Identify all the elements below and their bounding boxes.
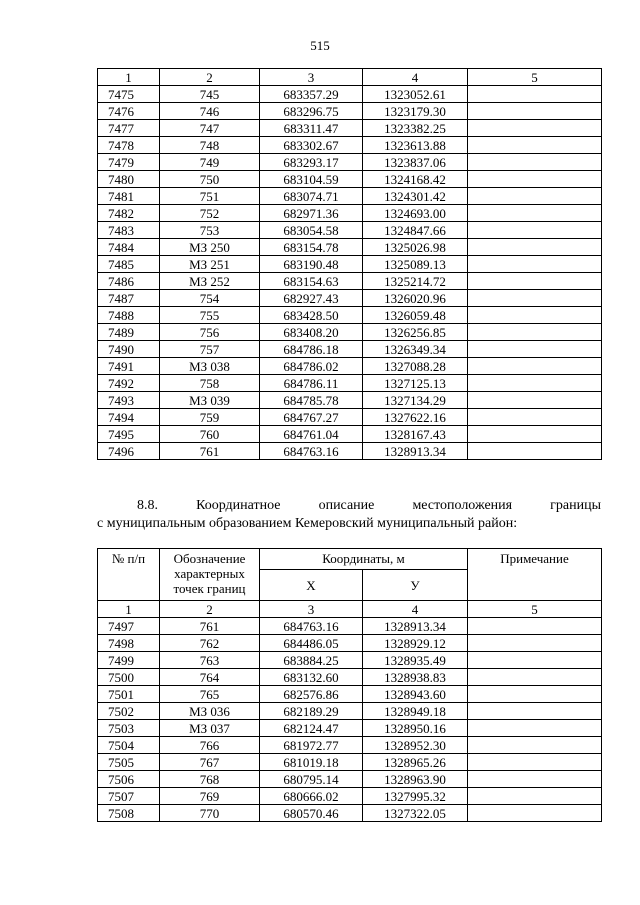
- point-designation-cell: 761: [160, 443, 260, 460]
- point-designation-cell: 766: [160, 737, 260, 754]
- page-number: 515: [310, 38, 330, 53]
- table-row: [98, 771, 602, 788]
- coord-x-cell: 683408.20: [260, 324, 363, 341]
- header-designation: Обозначение характерных точек границ: [160, 549, 260, 601]
- table-row: [98, 669, 602, 686]
- point-designation-cell: 746: [160, 103, 260, 120]
- header-x: X: [260, 570, 363, 601]
- row-number-cell: 7490: [98, 341, 160, 358]
- coord-x-cell: 682576.86: [260, 686, 363, 703]
- col-number: 4: [363, 69, 468, 86]
- point-designation-cell: 750: [160, 171, 260, 188]
- note-cell: [468, 375, 602, 392]
- table-row: [98, 358, 602, 375]
- coord-x-cell: 682927.43: [260, 290, 363, 307]
- coord-x-cell: 682124.47: [260, 720, 363, 737]
- coord-y-cell: 1327088.28: [363, 358, 468, 375]
- coord-y-cell: 1328952.30: [363, 737, 468, 754]
- point-designation-cell: 752: [160, 205, 260, 222]
- col-number: 2: [160, 69, 260, 86]
- coord-x-cell: 680570.46: [260, 805, 363, 822]
- note-cell: [468, 324, 602, 341]
- note-cell: [468, 188, 602, 205]
- note-cell: [468, 652, 602, 669]
- coord-x-cell: 684763.16: [260, 618, 363, 635]
- table-row: [98, 222, 602, 239]
- table-row: [98, 409, 602, 426]
- section-heading-line-1: 8.8. Координатное описание местоположения границы: [137, 498, 601, 513]
- point-designation-cell: МЗ 038: [160, 358, 260, 375]
- note-cell: [468, 805, 602, 822]
- point-designation-cell: 763: [160, 652, 260, 669]
- coord-y-cell: 1325089.13: [363, 256, 468, 273]
- point-designation-cell: 762: [160, 635, 260, 652]
- point-designation-cell: 748: [160, 137, 260, 154]
- point-designation-cell: 770: [160, 805, 260, 822]
- note-cell: [468, 426, 602, 443]
- point-designation-cell: 761: [160, 618, 260, 635]
- col-number: 2: [160, 601, 260, 618]
- note-cell: [468, 358, 602, 375]
- coord-y-cell: 1327622.16: [363, 409, 468, 426]
- row-number-cell: 7484: [98, 239, 160, 256]
- row-number-cell: 7496: [98, 443, 160, 460]
- note-cell: [468, 788, 602, 805]
- coord-y-cell: 1327134.29: [363, 392, 468, 409]
- note-cell: [468, 273, 602, 290]
- coord-y-cell: 1328913.34: [363, 618, 468, 635]
- coord-x-cell: 683884.25: [260, 652, 363, 669]
- coord-y-cell: 1328943.60: [363, 686, 468, 703]
- table-row: [98, 443, 602, 460]
- col-number: 4: [363, 601, 468, 618]
- table-row: [98, 171, 602, 188]
- header-note: Примечание: [468, 549, 602, 601]
- row-number-cell: 7505: [98, 754, 160, 771]
- table-row: [98, 392, 602, 409]
- coord-x-cell: 684786.11: [260, 375, 363, 392]
- point-designation-cell: 765: [160, 686, 260, 703]
- point-designation-cell: МЗ 251: [160, 256, 260, 273]
- point-designation-cell: 769: [160, 788, 260, 805]
- row-number-cell: 7502: [98, 703, 160, 720]
- point-designation-cell: МЗ 036: [160, 703, 260, 720]
- coord-y-cell: 1324693.00: [363, 205, 468, 222]
- coord-x-cell: 683190.48: [260, 256, 363, 273]
- row-number-cell: 7476: [98, 103, 160, 120]
- row-number-cell: 7500: [98, 669, 160, 686]
- table-row: [98, 754, 602, 771]
- note-cell: [468, 754, 602, 771]
- table-row: [98, 205, 602, 222]
- coord-x-cell: 681019.18: [260, 754, 363, 771]
- point-designation-cell: МЗ 250: [160, 239, 260, 256]
- row-number-cell: 7501: [98, 686, 160, 703]
- note-cell: [468, 239, 602, 256]
- row-number-cell: 7498: [98, 635, 160, 652]
- point-designation-cell: 767: [160, 754, 260, 771]
- coord-y-cell: 1327322.05: [363, 805, 468, 822]
- row-number-cell: 7494: [98, 409, 160, 426]
- row-number-cell: 7475: [98, 86, 160, 103]
- point-designation-cell: 756: [160, 324, 260, 341]
- table-row: [98, 341, 602, 358]
- coord-x-cell: 680795.14: [260, 771, 363, 788]
- note-cell: [468, 737, 602, 754]
- coord-x-cell: 684767.27: [260, 409, 363, 426]
- col-number: 3: [260, 601, 363, 618]
- column-number-row: [98, 69, 602, 86]
- coord-y-cell: 1328963.90: [363, 771, 468, 788]
- coord-x-cell: 683054.58: [260, 222, 363, 239]
- table-row: [98, 375, 602, 392]
- table-row: [98, 426, 602, 443]
- coord-y-cell: 1323382.25: [363, 120, 468, 137]
- coord-y-cell: 1328949.18: [363, 703, 468, 720]
- row-number-cell: 7504: [98, 737, 160, 754]
- coord-y-cell: 1326256.85: [363, 324, 468, 341]
- table-row: [98, 256, 602, 273]
- row-number-cell: 7503: [98, 720, 160, 737]
- coord-y-cell: 1325026.98: [363, 239, 468, 256]
- row-number-cell: 7493: [98, 392, 160, 409]
- point-designation-cell: 745: [160, 86, 260, 103]
- coord-x-cell: 684785.78: [260, 392, 363, 409]
- note-cell: [468, 703, 602, 720]
- table-row: [98, 703, 602, 720]
- col-number: 1: [98, 69, 160, 86]
- coord-y-cell: 1327995.32: [363, 788, 468, 805]
- coord-x-cell: 684786.02: [260, 358, 363, 375]
- row-number-cell: 7488: [98, 307, 160, 324]
- row-number-cell: 7497: [98, 618, 160, 635]
- note-cell: [468, 409, 602, 426]
- coord-x-cell: 684763.16: [260, 443, 363, 460]
- table-row: [98, 635, 602, 652]
- note-cell: [468, 618, 602, 635]
- coord-y-cell: 1328938.83: [363, 669, 468, 686]
- table-row: [98, 618, 602, 635]
- coord-y-cell: 1324847.66: [363, 222, 468, 239]
- coord-y-cell: 1326059.48: [363, 307, 468, 324]
- row-number-cell: 7479: [98, 154, 160, 171]
- row-number-cell: 7478: [98, 137, 160, 154]
- table-row: [98, 788, 602, 805]
- point-designation-cell: 755: [160, 307, 260, 324]
- row-number-cell: 7485: [98, 256, 160, 273]
- note-cell: [468, 86, 602, 103]
- table-row: [98, 103, 602, 120]
- row-number-cell: 7482: [98, 205, 160, 222]
- table-row: [98, 737, 602, 754]
- note-cell: [468, 686, 602, 703]
- note-cell: [468, 443, 602, 460]
- coord-x-cell: 683132.60: [260, 669, 363, 686]
- header-num: № п/п: [98, 549, 160, 601]
- coord-y-cell: 1324301.42: [363, 188, 468, 205]
- table-row: [98, 805, 602, 822]
- coord-y-cell: 1323052.61: [363, 86, 468, 103]
- coord-x-cell: 683154.63: [260, 273, 363, 290]
- coord-y-cell: 1323837.06: [363, 154, 468, 171]
- point-designation-cell: 759: [160, 409, 260, 426]
- table-row: [98, 239, 602, 256]
- table-row: [98, 273, 602, 290]
- point-designation-cell: МЗ 039: [160, 392, 260, 409]
- coord-x-cell: 682971.36: [260, 205, 363, 222]
- row-number-cell: 7492: [98, 375, 160, 392]
- row-number-cell: 7489: [98, 324, 160, 341]
- point-designation-cell: 764: [160, 669, 260, 686]
- note-cell: [468, 720, 602, 737]
- coord-x-cell: 682189.29: [260, 703, 363, 720]
- table-row: [98, 188, 602, 205]
- row-number-cell: 7495: [98, 426, 160, 443]
- point-designation-cell: МЗ 037: [160, 720, 260, 737]
- coord-y-cell: 1328950.16: [363, 720, 468, 737]
- coord-x-cell: 683428.50: [260, 307, 363, 324]
- coord-x-cell: 683074.71: [260, 188, 363, 205]
- header-row-1: [98, 549, 602, 570]
- table-row: [98, 154, 602, 171]
- note-cell: [468, 171, 602, 188]
- table-row: [98, 86, 602, 103]
- row-number-cell: 7477: [98, 120, 160, 137]
- table-row: [98, 290, 602, 307]
- point-designation-cell: 768: [160, 771, 260, 788]
- note-cell: [468, 341, 602, 358]
- coord-x-cell: 680666.02: [260, 788, 363, 805]
- table-row: [98, 686, 602, 703]
- note-cell: [468, 392, 602, 409]
- note-cell: [468, 307, 602, 324]
- point-designation-cell: 747: [160, 120, 260, 137]
- coord-y-cell: 1325214.72: [363, 273, 468, 290]
- point-designation-cell: МЗ 252: [160, 273, 260, 290]
- point-designation-cell: 760: [160, 426, 260, 443]
- row-number-cell: 7486: [98, 273, 160, 290]
- note-cell: [468, 669, 602, 686]
- col-number: 1: [98, 601, 160, 618]
- coord-y-cell: 1328167.43: [363, 426, 468, 443]
- coordinates-table-2: [97, 548, 602, 822]
- note-cell: [468, 120, 602, 137]
- note-cell: [468, 103, 602, 120]
- coord-x-cell: 683302.67: [260, 137, 363, 154]
- coord-x-cell: 683296.75: [260, 103, 363, 120]
- point-designation-cell: 758: [160, 375, 260, 392]
- point-designation-cell: 757: [160, 341, 260, 358]
- coord-y-cell: 1324168.42: [363, 171, 468, 188]
- coordinates-table-1: [97, 68, 602, 460]
- col-number: 5: [468, 601, 602, 618]
- note-cell: [468, 771, 602, 788]
- column-number-row: [98, 601, 602, 618]
- coord-y-cell: 1326349.34: [363, 341, 468, 358]
- coord-x-cell: 681972.77: [260, 737, 363, 754]
- coord-y-cell: 1323179.30: [363, 103, 468, 120]
- table-row: [98, 720, 602, 737]
- coord-y-cell: 1328913.34: [363, 443, 468, 460]
- table-row: [98, 324, 602, 341]
- coord-x-cell: 683311.47: [260, 120, 363, 137]
- note-cell: [468, 222, 602, 239]
- coord-y-cell: 1328929.12: [363, 635, 468, 652]
- coord-x-cell: 684486.05: [260, 635, 363, 652]
- coord-y-cell: 1327125.13: [363, 375, 468, 392]
- row-number-cell: 7506: [98, 771, 160, 788]
- note-cell: [468, 635, 602, 652]
- header-y: У: [363, 570, 468, 601]
- section-heading-line-2: с муниципальным образованием Кемеровский муниципальный район:: [97, 516, 518, 531]
- coord-y-cell: 1328935.49: [363, 652, 468, 669]
- row-number-cell: 7507: [98, 788, 160, 805]
- header-coordinates: Координаты, м: [260, 549, 468, 570]
- table-row: [98, 652, 602, 669]
- row-number-cell: 7483: [98, 222, 160, 239]
- note-cell: [468, 256, 602, 273]
- coord-y-cell: 1323613.88: [363, 137, 468, 154]
- table-2-body: [98, 618, 602, 822]
- row-number-cell: 7508: [98, 805, 160, 822]
- row-number-cell: 7487: [98, 290, 160, 307]
- note-cell: [468, 290, 602, 307]
- row-number-cell: 7480: [98, 171, 160, 188]
- table-row: [98, 307, 602, 324]
- row-number-cell: 7499: [98, 652, 160, 669]
- coord-x-cell: 683293.17: [260, 154, 363, 171]
- point-designation-cell: 749: [160, 154, 260, 171]
- row-number-cell: 7481: [98, 188, 160, 205]
- point-designation-cell: 751: [160, 188, 260, 205]
- coord-x-cell: 684786.18: [260, 341, 363, 358]
- col-number: 5: [468, 69, 602, 86]
- coord-x-cell: 683104.59: [260, 171, 363, 188]
- table-row: [98, 137, 602, 154]
- table-row: [98, 120, 602, 137]
- coord-x-cell: 684761.04: [260, 426, 363, 443]
- table-1-body: [98, 86, 602, 460]
- coord-x-cell: 683154.78: [260, 239, 363, 256]
- row-number-cell: 7491: [98, 358, 160, 375]
- note-cell: [468, 154, 602, 171]
- point-designation-cell: 753: [160, 222, 260, 239]
- col-number: 3: [260, 69, 363, 86]
- coord-x-cell: 683357.29: [260, 86, 363, 103]
- coord-y-cell: 1326020.96: [363, 290, 468, 307]
- coord-y-cell: 1328965.26: [363, 754, 468, 771]
- point-designation-cell: 754: [160, 290, 260, 307]
- note-cell: [468, 205, 602, 222]
- note-cell: [468, 137, 602, 154]
